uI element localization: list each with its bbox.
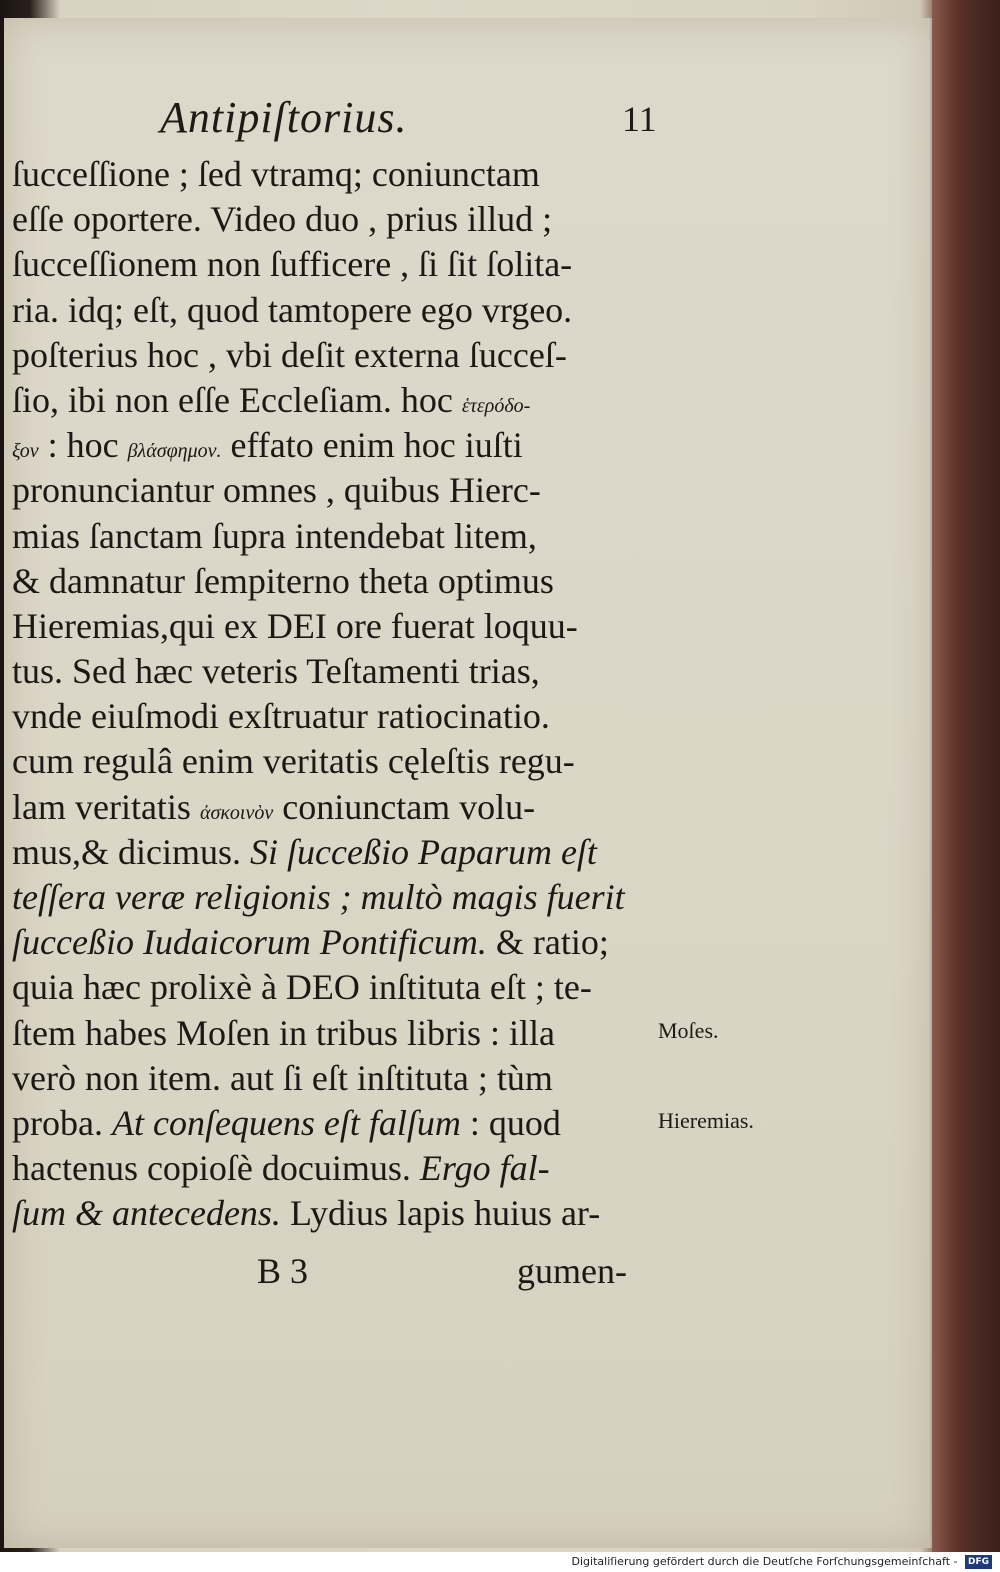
- text-segment: effato enim hoc iuſti: [221, 425, 523, 466]
- text-line: [12, 604, 662, 649]
- greek-word: ξον: [12, 440, 39, 463]
- text-segment: ſucceſſione ; ſed vtramq; coniunctam: [12, 154, 540, 194]
- text-segment: tus. Sed hæc veteris Teſtamenti trias,: [12, 651, 540, 692]
- text-line: [12, 694, 662, 739]
- body-text: [12, 152, 662, 1237]
- text-segment: : hoc: [38, 425, 128, 466]
- text-segment: coniunctam volu-: [273, 786, 536, 827]
- text-line: [12, 1101, 662, 1146]
- text-line: [12, 468, 662, 513]
- text-line: [12, 514, 662, 559]
- italic-text: ſucceßio Iudaicorum Pontificum.: [12, 922, 487, 963]
- text-line: [12, 1011, 662, 1056]
- text-segment: ſio, ibi non eſſe Eccleſiam. hoc: [12, 379, 462, 420]
- text-line: [12, 152, 662, 197]
- text-line: [12, 1191, 662, 1236]
- text-segment: proba.: [12, 1102, 112, 1143]
- text-line: [12, 423, 662, 468]
- text-segment: mias ſanctam ſupra intendebat litem,: [12, 515, 537, 556]
- text-line: [12, 1146, 662, 1191]
- text-line: [12, 830, 662, 875]
- catchword: gumen-: [517, 1251, 627, 1291]
- text-line: [12, 1056, 662, 1101]
- text-segment: ſtem habes Moſen in tribus libris : illa: [12, 1012, 555, 1053]
- greek-word: βλάσφημον.: [127, 440, 222, 463]
- text-segment: cum regulâ enim veritatis cęleſtis regu-: [12, 741, 575, 782]
- text-segment: eſſe oportere. Video duo , prius illud ;: [12, 199, 553, 240]
- marginal-note-moses: Moſes.: [658, 1018, 719, 1043]
- text-segment: Hieremias,qui ex DEI ore fuerat loquu-: [12, 605, 578, 646]
- dfg-logo-icon: DFG: [965, 1555, 992, 1569]
- text-line: [12, 288, 662, 333]
- text-segment: Lydius lapis huius ar-: [280, 1193, 601, 1234]
- text-segment: vnde eiuſmodi exſtruatur ratiocinatio.: [12, 696, 550, 737]
- text-segment: pronunciantur omnes , quibus Hierc-: [12, 470, 541, 511]
- book-spine: [932, 0, 1000, 1572]
- text-line: [12, 378, 662, 423]
- italic-text: ſum & antecedens.: [12, 1193, 281, 1234]
- text-segment: quia hæc prolixè à DEO inſtituta eſt ; te-: [12, 967, 592, 1008]
- text-segment: & ratio;: [486, 922, 609, 963]
- signature-mark: B 3: [257, 1251, 309, 1291]
- text-segment: poſterius hoc , vbi deſit externa ſucceſ-: [12, 334, 567, 375]
- italic-text: Si ſucceßio Paparum eſt: [250, 831, 597, 872]
- page-number: 11: [622, 99, 657, 139]
- italic-text: Ergo fal-: [419, 1148, 550, 1189]
- text-line: [12, 739, 662, 784]
- text-segment: hactenus copioſè docuimus.: [12, 1148, 420, 1189]
- digitization-footer: [0, 1552, 1000, 1572]
- text-segment: : quod: [460, 1102, 561, 1143]
- text-line: [12, 649, 662, 694]
- text-line: [12, 920, 662, 965]
- text-line: [12, 197, 662, 242]
- text-segment: mus,& dicimus.: [12, 831, 251, 872]
- text-segment: & damnatur ſempiterno theta optimus: [12, 560, 554, 601]
- italic-text: At conſequens eſt falſum: [111, 1102, 461, 1143]
- running-title: Antipiſtorius.: [160, 93, 408, 142]
- text-segment: ſucceſſionem non ſufficere , ſi ſit ſolita-: [12, 244, 573, 285]
- text-line: [12, 965, 662, 1010]
- text-line: [12, 242, 662, 287]
- text-line: [12, 333, 662, 378]
- text-line: [12, 559, 662, 604]
- catchline: [12, 1250, 662, 1296]
- text-line: [12, 875, 662, 920]
- marginal-note-hieremias: Hieremias.: [658, 1108, 754, 1133]
- footer-credit: Digitaliſierung gefördert durch die Deutſche Forſchungsgemeinſchaft -: [571, 1555, 958, 1568]
- text-line: [12, 785, 662, 830]
- text-segment: verò non item. aut ſi eſt inſtituta ; tùm: [12, 1057, 553, 1098]
- greek-word: ἀσκοινὸν: [199, 801, 274, 824]
- page-header: [160, 92, 660, 152]
- italic-text: teſſera veræ religionis ; multò magis fuerit: [12, 877, 625, 917]
- text-segment: lam veritatis: [12, 786, 200, 827]
- greek-word: ἑτερόδο-: [461, 394, 531, 417]
- text-segment: ria. idq; eſt, quod tamtopere ego vrgeo.: [12, 289, 573, 330]
